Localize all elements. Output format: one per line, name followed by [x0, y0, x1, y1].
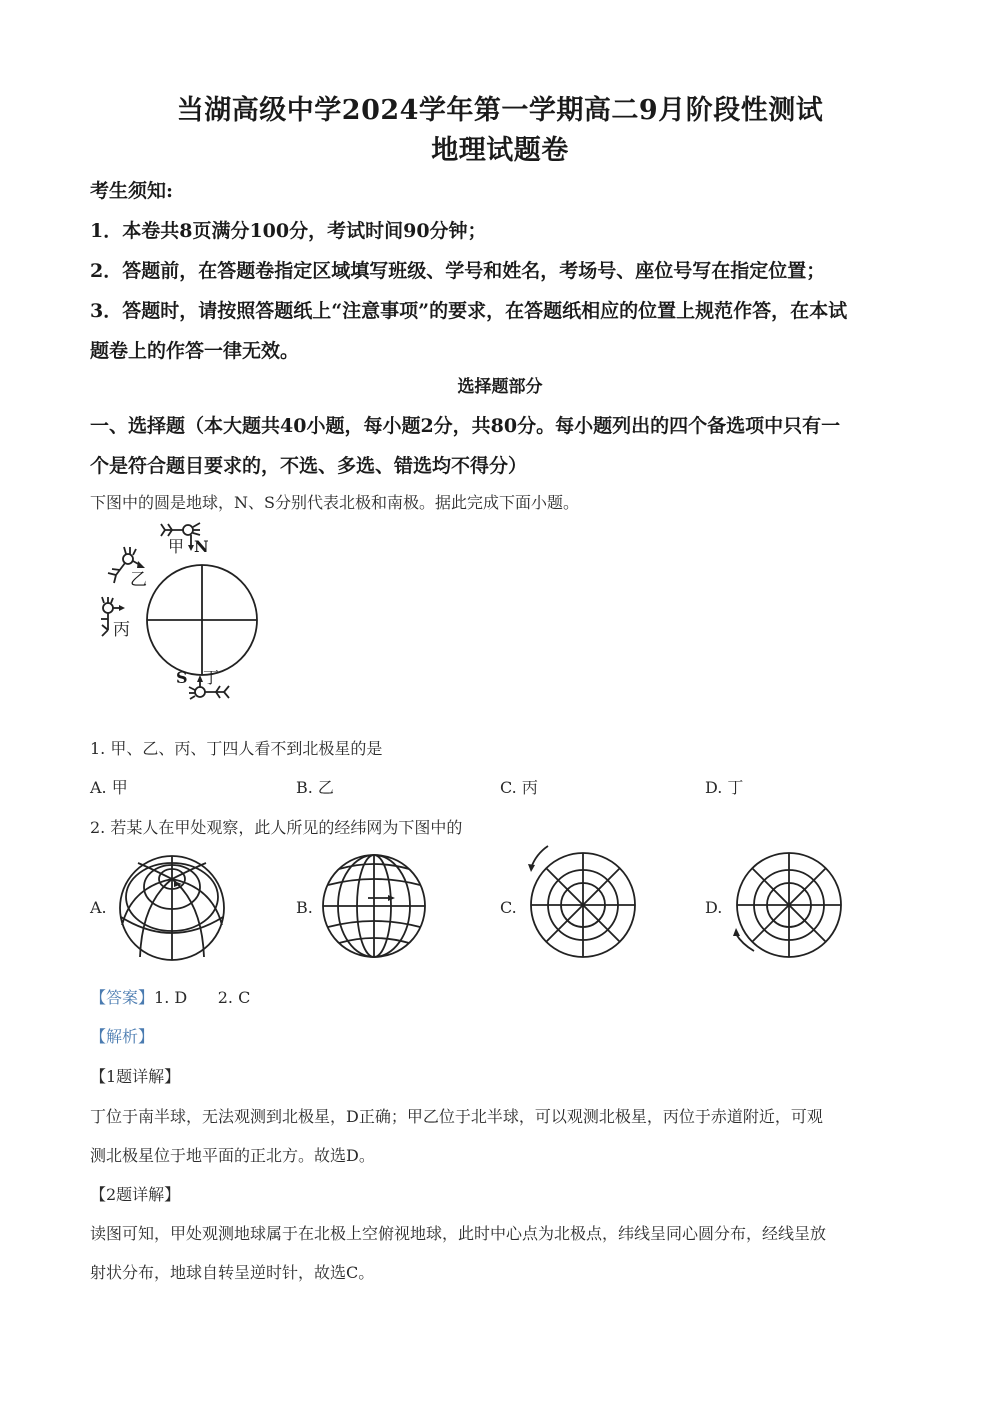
exam-title: 当湖高级中学2024学年第一学期高二9月阶段性测试 — [176, 95, 824, 126]
question-2-option-d[interactable]: D. — [705, 898, 723, 917]
q2-detail-text: 射状分布，地球自转呈逆时针，故选C。 — [90, 1263, 375, 1282]
label-yi: 乙 — [130, 570, 147, 590]
label-bing: 丙 — [113, 620, 130, 640]
notice-item: 1．本卷共8页满分100分，考试时间90分钟； — [90, 220, 487, 242]
question-1-option-d[interactable]: D. 丁 — [705, 778, 744, 797]
q1-detail-heading: 【1题详解】 — [90, 1067, 181, 1086]
notice-item: 题卷上的作答一律无效。 — [90, 340, 300, 362]
analysis-label: 【解析】 — [90, 1027, 155, 1046]
notice-heading: 考生须知: — [90, 180, 174, 202]
notice-item: 2．答题前，在答题卷指定区域填写班级、学号和姓名，考场号、座位号写在指定位置； — [90, 260, 826, 282]
question-2-option-a[interactable]: A. — [90, 898, 107, 917]
label-jia: 甲 — [168, 537, 185, 556]
question-1-option-b[interactable]: B. 乙 — [296, 778, 334, 797]
label-south: S — [176, 668, 188, 687]
question-1-option-c[interactable]: C. 丙 — [500, 778, 538, 797]
q2-detail-heading: 【2题详解】 — [90, 1185, 181, 1204]
label-ding: 丁 — [203, 668, 220, 687]
answer-label: 【答案】 — [90, 988, 155, 1007]
section-instruction: 一、选择题（本大题共40小题，每小题2分，共80分。每小题列出的四个备选项中只有一 — [90, 415, 841, 437]
question-1-stem: 1. 甲、乙、丙、丁四人看不到北极星的是 — [90, 739, 383, 758]
question-intro: 下图中的圆是地球，N、S分别代表北极和南极。据此完成下面小题。 — [90, 493, 579, 512]
answer-row — [90, 985, 250, 1008]
q2-detail-text: 读图可知，甲处观测地球属于在北极上空俯视地球，此时中心点为北极点，纬线呈同心圆分布，经线呈放 — [90, 1224, 827, 1243]
section-title: 选择题部分 — [457, 377, 543, 397]
q1-detail-text: 测北极星位于地平面的正北方。故选D。 — [90, 1146, 375, 1165]
question-2-stem: 2. 若某人在甲处观察，此人所见的经纬网为下图中的 — [90, 818, 463, 837]
answer-values: 1. D 2. C — [154, 988, 251, 1007]
section-instruction: 个是符合题目要求的，不选、多选、错选均不得分） — [90, 455, 528, 477]
globe-b-side-figure — [322, 853, 428, 959]
notice-item: 3．答题时，请按照答题纸上“注意事项”的要求，在答题纸相应的位置上规范作答，在本试 — [90, 300, 848, 322]
globe-a-oblique-figure — [118, 853, 228, 963]
label-north: N — [194, 537, 209, 556]
exam-subtitle: 地理试题卷 — [431, 135, 569, 166]
earth-observers-figure — [90, 515, 270, 705]
question-1-option-a[interactable]: A. 甲 — [90, 778, 128, 797]
q1-detail-text: 丁位于南半球，无法观测到北极星，D正确；甲乙位于北半球，可以观测北极星，丙位于赤道附近，可观 — [90, 1107, 823, 1126]
polar-view-c-figure — [528, 850, 638, 960]
question-2-option-b[interactable]: B. — [296, 898, 313, 917]
polar-view-d-figure — [734, 850, 844, 960]
question-2-option-c[interactable]: C. — [500, 898, 517, 917]
